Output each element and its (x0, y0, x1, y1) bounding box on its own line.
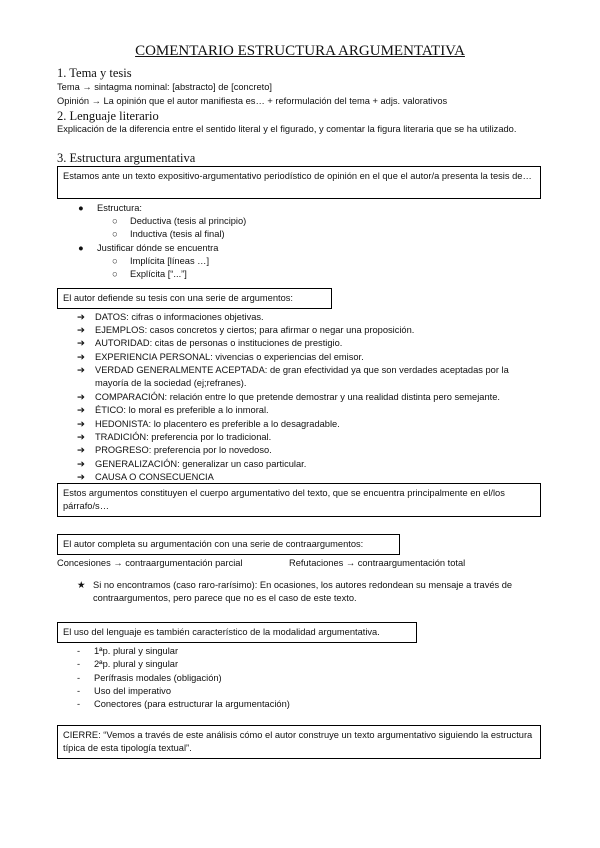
section-1-heading: 1. Tema y tesis (57, 66, 132, 80)
arrow-icon: ➔ (77, 338, 85, 348)
bullet-dot: ● (78, 243, 84, 253)
arrow-icon: ➔ (77, 472, 85, 482)
section-3-heading: 3. Estructura argumentativa (57, 151, 196, 165)
dash-marker: - (77, 646, 81, 656)
language-item: 2ªp. plural y singular (94, 659, 179, 669)
arrow-icon: ➔ (77, 405, 85, 415)
cuerpo-argumentativo-box: Estos argumentos constituyen el cuerpo argumentativo del texto, que se encuentra principalmente en el/los párrafo/s… (57, 483, 541, 517)
dash-marker: - (77, 686, 81, 696)
argument-item: ➔ DATOS: cifras o informaciones objetivas. (77, 312, 264, 322)
arrow-icon: ➔ (77, 432, 85, 442)
argument-item: ➔ ÉTICO: lo moral es preferible a lo inmoral. (77, 405, 269, 415)
concesiones-text: Concesiones → contraargumentación parcial (57, 558, 243, 568)
language-item: 1ªp. plural y singular (94, 646, 179, 656)
argument-item: ➔ HEDONISTA: lo placentero es preferible a lo desagradable. (77, 419, 340, 429)
sub-item-explicita: Explícita [“...”] (130, 269, 187, 279)
bullet-dot: ● (78, 203, 84, 213)
language-item: Conectores (para estructurar la argumentación) (94, 699, 290, 709)
sub-bullet-circle: ○ (112, 216, 118, 226)
dash-marker: - (77, 659, 81, 669)
argument-item: ➔ EJEMPLOS: casos concretos y ciertos; para afirmar o negar una proposición. (77, 325, 415, 335)
cierre-box: CIERRE: “Vemos a través de este análisis cómo el autor construye un texto argumentativo siguiendo la estructura típica de esta tipología textual”. (57, 725, 541, 759)
tema-line: Tema → sintagma nominal: [abstracto] de [concreto] (57, 82, 272, 92)
argument-item: ➔ COMPARACIÓN: relación entre lo que pretende demostrar y una realidad distinta pero semejante. (77, 392, 500, 402)
arrow-icon: ➔ (77, 312, 85, 322)
dash-marker: - (77, 699, 81, 709)
argument-item: ➔ GENERALIZACIÓN: generalizar un caso particular. (77, 459, 307, 469)
refutaciones-text: Refutaciones → contraargumentación total (289, 558, 466, 568)
language-item: Uso del imperativo (94, 686, 171, 696)
arrow-icon: ➔ (77, 419, 85, 429)
argument-item: ➔ PROGRESO: preferencia por lo novedoso. (77, 445, 272, 455)
arrow-icon: ➔ (77, 392, 85, 402)
lenguaje-literario-text: Explicación de la diferencia entre el sentido literal y el figurado, y comentar la figura literaria que se ha utilizado. (57, 124, 517, 134)
argument-item: ➔ EXPERIENCIA PERSONAL: vivencias o experiencias del emisor. (77, 352, 364, 362)
contraargumentos-box: El autor completa su argumentación con una serie de contraargumentos: (57, 534, 400, 555)
arrow-icon: ➔ (77, 365, 85, 375)
section-2-heading: 2. Lenguaje literario (57, 109, 159, 123)
arrow-icon: ➔ (77, 352, 85, 362)
sub-bullet-circle: ○ (112, 229, 118, 239)
lenguaje-box: El uso del lenguaje es también característico de la modalidad argumentativa. (57, 622, 417, 643)
sub-item-deductiva: Deductiva (tesis al principio) (130, 216, 247, 226)
arrow-icon: ➔ (77, 459, 85, 469)
arrow-icon: ➔ (77, 445, 85, 455)
document-title: COMENTARIO ESTRUCTURA ARGUMENTATIVA (135, 43, 465, 59)
justificar-bullet: Justificar dónde se encuentra (97, 243, 219, 253)
argumentos-box: El autor defiende su tesis con una serie de argumentos: (57, 288, 332, 309)
arrow-icon: ➔ (77, 325, 85, 335)
sub-item-inductiva: Inductiva (tesis al final) (130, 229, 225, 239)
opinion-line: Opinión → La opinión que el autor manifiesta es… + reformulación del tema + adjs. valorativos (57, 96, 448, 106)
dash-marker: - (77, 673, 81, 683)
argument-item: ➔ TRADICIÓN: preferencia por lo tradicional. (77, 432, 272, 442)
star-note: Si no encontramos (caso raro-rarísimo): En ocasiones, los autores redondean su mensaje a través de contraargumentos, pero parece que no es el caso de este texto. (93, 580, 513, 603)
sub-bullet-circle: ○ (112, 269, 118, 279)
estructura-bullet: Estructura: (97, 203, 142, 213)
intro-box: Estamos ante un texto expositivo-argumentativo periodístico de opinión en el que el autor/a presenta la tesis de… (57, 166, 541, 199)
sub-bullet-circle: ○ (112, 256, 118, 266)
argument-item: ➔ AUTORIDAD: citas de personas o instituciones de prestigio. (77, 338, 343, 348)
argument-item: ➔ VERDAD GENERALMENTE ACEPTADA: de gran efectividad ya que son verdades aceptadas por la mayoría de la sociedad (ej;refranes). (77, 365, 509, 388)
argument-item: ➔ CAUSA O CONSECUENCIA (77, 472, 214, 482)
language-item: Perífrasis modales (obligación) (94, 673, 222, 683)
star-icon: ★ (77, 580, 86, 590)
sub-item-implicita: Implícita [líneas …] (130, 256, 210, 266)
